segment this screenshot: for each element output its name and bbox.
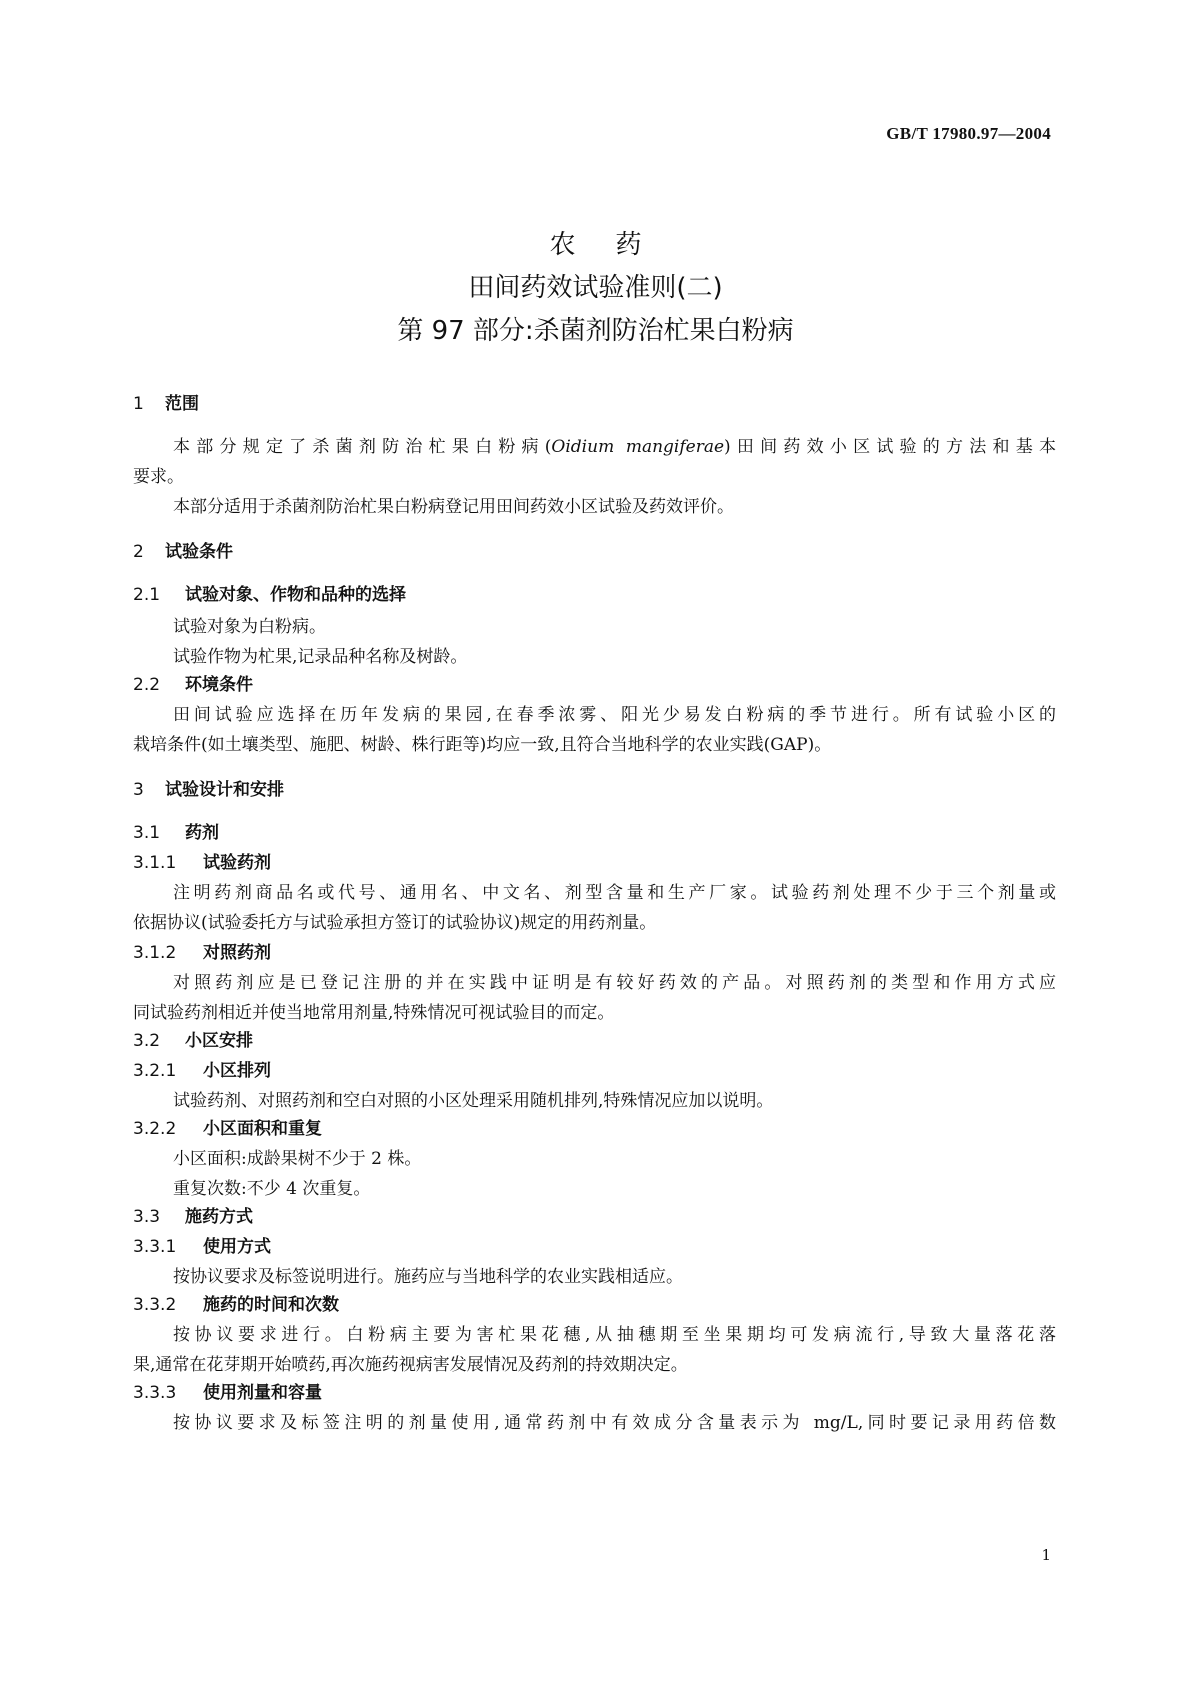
heading-number: 2: [133, 542, 144, 562]
heading-number: 3.1.1: [133, 853, 177, 873]
heading-title: 小区排列: [203, 1061, 271, 1081]
paragraph-continuation: 同试验药剂相近并使当地常用剂量,特殊情况可视试验目的而定。: [133, 1003, 615, 1023]
paragraph-text: 本部分规定了杀菌剂防治杧果白粉病(: [173, 437, 552, 457]
heading-1: [133, 389, 199, 414]
paragraph-continuation: 要求。: [133, 467, 184, 487]
heading-3-1-1: [133, 848, 271, 873]
heading-number: 3.3.1: [133, 1237, 177, 1257]
title-line-2: 田间药效试验准则(二): [468, 273, 723, 303]
heading-title: 试验条件: [165, 542, 233, 562]
heading-number: 2.2: [133, 675, 161, 695]
latin-name: Oidium mangiferae: [551, 437, 725, 457]
heading-3: [133, 775, 284, 800]
heading-title: 试验设计和安排: [165, 780, 284, 800]
heading-title: 对照药剂: [203, 943, 271, 963]
heading-title: 使用剂量和容量: [203, 1383, 322, 1403]
page-number: 1: [1041, 1546, 1051, 1564]
title-line-1: 农药: [549, 230, 682, 260]
paragraph-continuation: 果,通常在花芽期开始喷药,再次施药视病害发展情况及药剂的持效期决定。: [133, 1355, 688, 1375]
heading-3-3-2: [133, 1290, 339, 1315]
heading-3-3-1: [133, 1232, 271, 1257]
paragraph: [173, 432, 1056, 457]
paragraph: 按协议要求及标签说明进行。施药应与当地科学的农业实践相适应。: [173, 1267, 683, 1287]
heading-number: 3.2.1: [133, 1061, 177, 1081]
heading-number: 3.1: [133, 823, 161, 843]
heading-title: 范围: [165, 394, 199, 414]
heading-2: [133, 537, 233, 562]
heading-3-2-1: [133, 1056, 271, 1081]
heading-3-1: [133, 818, 219, 843]
paragraph: 田间试验应选择在历年发病的果园,在春季浓雾、阳光少易发白粉病的季节进行。所有试验小区的: [173, 705, 1056, 725]
paragraph: 按协议要求进行。白粉病主要为害杧果花穗,从抽穗期至坐果期均可发病流行,导致大量落花落: [173, 1325, 1056, 1345]
heading-title: 试验对象、作物和品种的选择: [185, 585, 406, 605]
heading-3-1-2: [133, 938, 271, 963]
heading-2-2: [133, 670, 253, 695]
paragraph: 试验作物为杧果,记录品种名称及树龄。: [173, 647, 468, 667]
heading-title: 施药的时间和次数: [203, 1295, 339, 1315]
heading-3-3: [133, 1202, 253, 1227]
paragraph: 试验药剂、对照药剂和空白对照的小区处理采用随机排列,特殊情况应加以说明。: [173, 1091, 774, 1111]
heading-2-1: [133, 580, 406, 605]
heading-3-2-2: [133, 1114, 322, 1139]
heading-title: 环境条件: [185, 675, 253, 695]
heading-number: 3.3.2: [133, 1295, 177, 1315]
heading-number: 3.1.2: [133, 943, 177, 963]
paragraph-continuation: 栽培条件(如土壤类型、施肥、树龄、株行距等)均应一致,且符合当地科学的农业实践(GAP)。: [133, 735, 832, 755]
document-code: GB/T 17980.97—2004: [886, 124, 1051, 143]
heading-number: 3.2: [133, 1031, 161, 1051]
paragraph-text: )田间药效小区试验的方法和基本: [724, 437, 1056, 457]
paragraph: 小区面积:成龄果树不少于 2 株。: [173, 1149, 422, 1169]
paragraph: 本部分适用于杀菌剂防治杧果白粉病登记用田间药效小区试验及药效评价。: [173, 497, 734, 517]
heading-title: 使用方式: [203, 1237, 271, 1257]
heading-3-3-3: [133, 1378, 322, 1403]
document-title: [0, 224, 1191, 353]
heading-title: 试验药剂: [203, 853, 271, 873]
heading-number: 2.1: [133, 585, 161, 605]
heading-number: 1: [133, 394, 144, 414]
heading-number: 3.3.3: [133, 1383, 177, 1403]
paragraph: 注明药剂商品名或代号、通用名、中文名、剂型含量和生产厂家。试验药剂处理不少于三个剂量或: [173, 883, 1056, 903]
heading-3-2: [133, 1026, 253, 1051]
heading-title: 小区面积和重复: [203, 1119, 322, 1139]
paragraph-continuation: 依据协议(试验委托方与试验承担方签订的试验协议)规定的用药剂量。: [133, 913, 657, 933]
paragraph: 按协议要求及标签注明的剂量使用,通常药剂中有效成分含量表示为 mg/L,同时要记录用药倍数: [173, 1413, 1056, 1433]
heading-title: 药剂: [185, 823, 219, 843]
paragraph: 试验对象为白粉病。: [173, 617, 326, 637]
title-line-3: 第 97 部分:杀菌剂防治杧果白粉病: [397, 316, 794, 346]
heading-title: 小区安排: [185, 1031, 253, 1051]
heading-title: 施药方式: [185, 1207, 253, 1227]
paragraph: 对照药剂应是已登记注册的并在实践中证明是有较好药效的产品。对照药剂的类型和作用方式应: [173, 973, 1056, 993]
heading-number: 3.3: [133, 1207, 161, 1227]
heading-number: 3: [133, 780, 144, 800]
paragraph: 重复次数:不少 4 次重复。: [173, 1179, 371, 1199]
heading-number: 3.2.2: [133, 1119, 177, 1139]
